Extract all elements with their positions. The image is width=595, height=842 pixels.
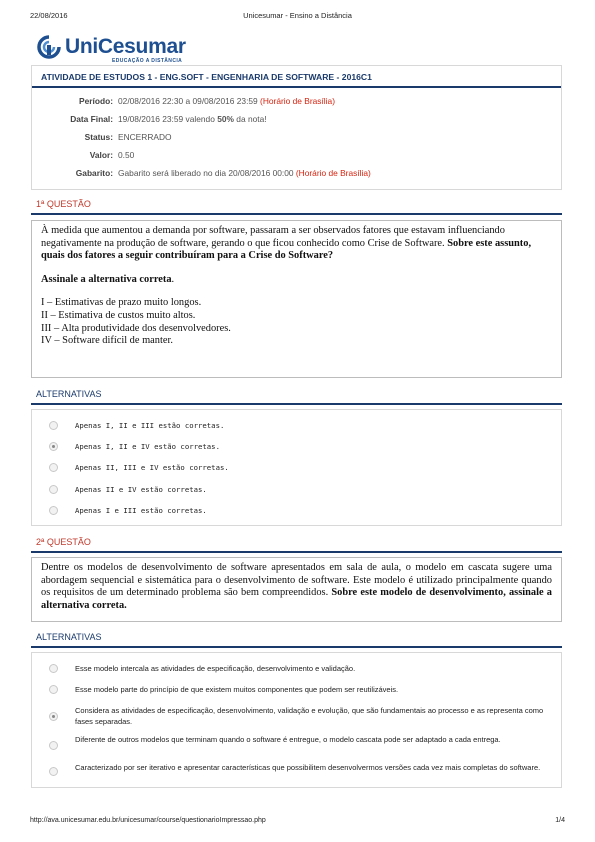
question-1-instruction: Assinale a alternativa correta. [41, 273, 175, 285]
question-2-heading: 2ª QUESTÃO [31, 537, 562, 553]
print-page-number: 1/4 [555, 817, 565, 824]
info-row-status [32, 128, 561, 146]
radio-button[interactable] [49, 463, 58, 472]
radio-button[interactable] [49, 421, 58, 430]
radio-button[interactable] [49, 767, 58, 776]
alternative-text: Diferente de outros modelos que terminam quando o software é entregue, o modelo cascata pode ser adaptado a cada entrega. [75, 735, 501, 744]
question-1-body [31, 220, 562, 378]
logo-brand-name: UniCesumar [65, 35, 186, 58]
radio-button-checked[interactable] [49, 712, 58, 721]
alternative-text: Esse modelo intercala as atividades de especificação, desenvolvimento e validação. [75, 664, 356, 673]
info-label: Data Final: [70, 114, 113, 124]
question-2-body [31, 557, 562, 622]
logo-emblem-icon [36, 35, 62, 59]
alternatives-1-heading: ALTERNATIVAS [31, 389, 562, 405]
info-value: 0.50 [118, 150, 135, 160]
activity-title: ATIVIDADE DE ESTUDOS 1 - ENG.SOFT - ENGENHARIA DE SOFTWARE - 2016C1 [32, 66, 561, 88]
print-footer [30, 817, 565, 829]
alternatives-1-list [31, 409, 562, 526]
radio-button[interactable] [49, 664, 58, 673]
info-value: 02/08/2016 22:30 a 09/08/2016 23:59 (Horário de Brasília) [118, 96, 335, 106]
info-row-gabarito [32, 164, 561, 182]
logo-tagline: EDUCAÇÃO A DISTÂNCIA [112, 58, 183, 64]
radio-button[interactable] [49, 506, 58, 515]
unicesumar-logo [36, 35, 196, 65]
print-page-title: Unicesumar - Ensino a Distância [243, 11, 352, 20]
radio-button[interactable] [49, 485, 58, 494]
alternative-text: Apenas I, II e III estão corretas. [75, 421, 225, 430]
alternative-text: Apenas II e IV estão corretas. [75, 485, 207, 494]
info-row-data-final [32, 110, 561, 128]
question-1-heading: 1ª QUESTÃO [31, 199, 562, 215]
info-label: Gabarito: [75, 168, 113, 178]
question-2-text: Dentre os modelos de desenvolvimento de software apresentados em sala de aula, o modelo em cascata sugere uma abordagem sequencial e sistemática para o desenvolvimento de software. Este modelo é utilizado principalmente quando os requisitos de um determinado problema são bem compreendidos. Sobre este modelo de desenvolvimento, assinale a alternativa correta. [41, 562, 552, 611]
info-label: Status: [84, 132, 113, 142]
question-1-item: II – Estimativa de custos muito altos. [41, 309, 196, 321]
alternative-text: Caracterizado por ser iterativo e apresentar características que possibilitem desenvolvermos versões cada vez mais completas do software. [75, 763, 541, 772]
alternatives-2-list [31, 652, 562, 788]
info-value: Gabarito será liberado no dia 20/08/2016 00:00 (Horário de Brasília) [118, 168, 371, 178]
print-date: 22/08/2016 [30, 11, 68, 20]
question-1-text: À medida que aumentou a demanda por software, passaram a ser observados fatores que estavam influenciando negativamente na produção de software, gerando o que ficou conhecido como Crise de Software. Sobre este assunto, quais dos fatores a seguir contribuíram para a Crise do Software? [41, 225, 532, 262]
info-label: Período: [79, 96, 113, 106]
activity-info-panel [31, 65, 562, 190]
question-1-item: III – Alta produtividade dos desenvolvedores. [41, 322, 231, 334]
alternative-text: Apenas I, II e IV estão corretas. [75, 442, 220, 451]
radio-button[interactable] [49, 685, 58, 694]
alternative-text: Apenas I e III estão corretas. [75, 506, 207, 515]
alternatives-2-heading: ALTERNATIVAS [31, 632, 562, 648]
alternative-text: Considera as atividades de especificação, desenvolvimento, validação e evolução, que são fundamentais ao processo e as representa como fases separadas. [75, 706, 544, 726]
alternative-text: Apenas II, III e IV estão corretas. [75, 463, 229, 472]
info-value: 19/08/2016 23:59 valendo 50% da nota! [118, 114, 267, 124]
info-row-valor [32, 146, 561, 164]
print-url: http://ava.unicesumar.edu.br/unicesumar/course/questionarioImpressao.php [30, 817, 266, 824]
info-label: Valor: [89, 150, 113, 160]
print-header [30, 11, 565, 23]
question-1-item: IV – Software difícil de manter. [41, 335, 173, 347]
radio-button-checked[interactable] [49, 442, 58, 451]
question-1-item: I – Estimativas de prazo muito longos. [41, 297, 202, 309]
info-row-periodo [32, 92, 561, 110]
radio-button[interactable] [49, 741, 58, 750]
alternative-text: Esse modelo parte do princípio de que existem muitos componentes que podem ser reutilizáveis. [75, 685, 399, 694]
info-value: ENCERRADO [118, 132, 172, 142]
